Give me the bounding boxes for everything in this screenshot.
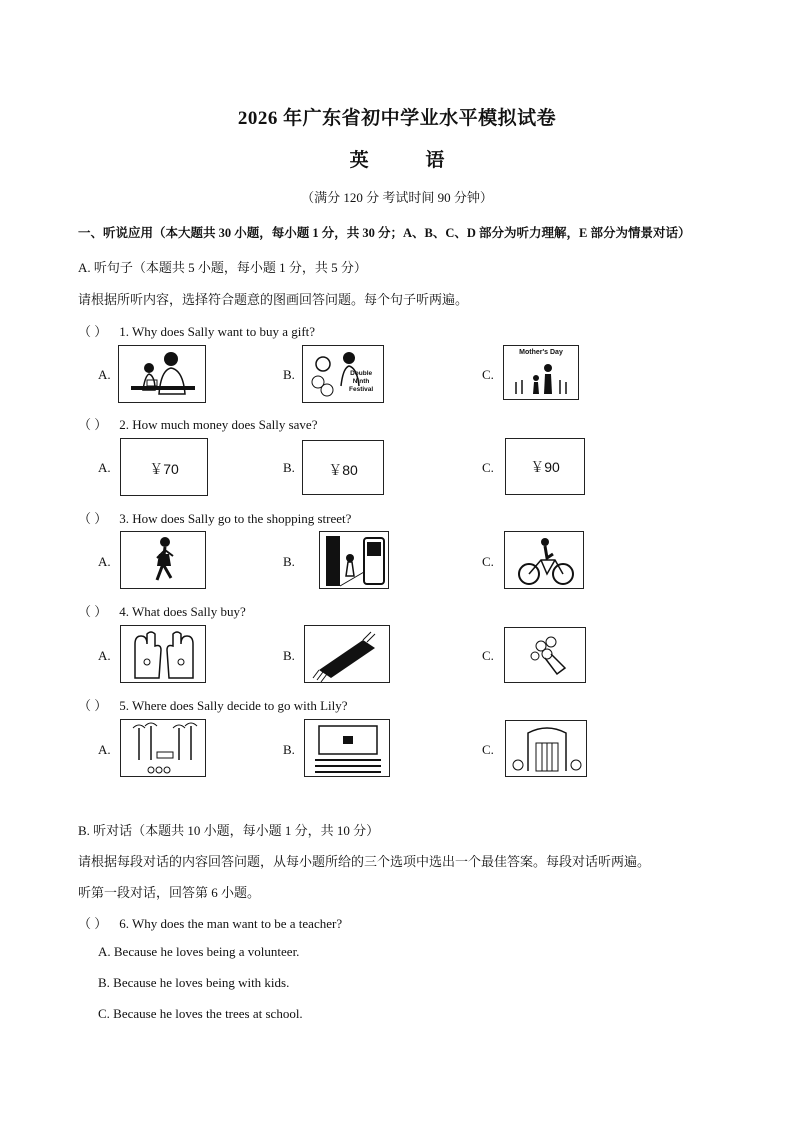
- festival-label: Double Ninth Festival: [349, 370, 374, 393]
- gloves-icon: [121, 626, 207, 684]
- question-3: [78, 508, 351, 527]
- answer-blank[interactable]: （ ）: [78, 511, 108, 526]
- option-label-b: B.: [283, 648, 295, 663]
- q3-option-c-image[interactable]: [504, 531, 584, 589]
- option-label-c: C.: [482, 460, 494, 475]
- mother-child-icon: [504, 346, 580, 401]
- q2-option-c-image[interactable]: [505, 438, 585, 495]
- option-label-c: C.: [482, 554, 494, 569]
- question-4: [78, 601, 246, 620]
- park-icon: [121, 720, 207, 778]
- subject-title: 英 语: [349, 150, 471, 171]
- exam-title: 2026 年广东省初中学业水平模拟试卷: [237, 108, 557, 129]
- walking-girl-icon: [121, 532, 207, 590]
- question-2: [78, 414, 317, 433]
- q4-option-c-image[interactable]: [504, 627, 586, 683]
- q6-option-a[interactable]: A. Because he loves being a volunteer.: [98, 944, 300, 959]
- question-1: [78, 321, 315, 340]
- option-label-c: C.: [482, 742, 494, 757]
- q1-option-b-image[interactable]: [302, 345, 384, 403]
- option-label-c: C.: [482, 648, 494, 663]
- bicycle-icon: [505, 532, 585, 590]
- q1-option-a-image[interactable]: [118, 345, 206, 403]
- price-80: ￥80: [328, 462, 358, 478]
- answer-blank[interactable]: （ ）: [78, 324, 108, 339]
- answer-blank[interactable]: （ ）: [78, 698, 108, 713]
- section-heading: 一、听说应用（本大题共 30 小题，每小题 1 分，共 30 分；A、B、C、D 部分为听力理解，E 部分为情景对话）: [78, 226, 691, 240]
- question-text: 2. How much money does Sally save?: [119, 417, 318, 432]
- zoo-gate-icon: [506, 721, 588, 778]
- option-label-c: C.: [482, 367, 494, 382]
- question-text: 5. Where does Sally decide to go with Lily?: [119, 698, 348, 713]
- option-label-b: B.: [283, 742, 295, 757]
- option-label-a: A.: [98, 554, 111, 569]
- q1-option-c-image[interactable]: [503, 345, 579, 400]
- q4-option-a-image[interactable]: [120, 625, 206, 683]
- answer-blank[interactable]: （ ）: [78, 604, 108, 619]
- question-text: 1. Why does Sally want to buy a gift?: [119, 324, 316, 339]
- option-label-a: A.: [98, 742, 111, 757]
- option-label-a: A.: [98, 460, 111, 475]
- question-text: 4. What does Sally buy?: [119, 604, 246, 619]
- bus-icon: [320, 532, 390, 590]
- cinema-icon: [305, 720, 391, 778]
- scarf-icon: [305, 626, 391, 684]
- q6-option-c[interactable]: C. Because he loves the trees at school.: [98, 1006, 303, 1021]
- q4-option-b-image[interactable]: [304, 625, 390, 683]
- option-label-a: A.: [98, 367, 111, 382]
- option-label-b: B.: [283, 460, 295, 475]
- answer-blank[interactable]: （ ）: [78, 916, 108, 931]
- q5-option-c-image[interactable]: [505, 720, 587, 777]
- q5-option-a-image[interactable]: [120, 719, 206, 777]
- q5-option-b-image[interactable]: [304, 719, 390, 777]
- part-b-instruction: 请根据每段对话的内容回答问题，从每小题所给的三个选项中选出一个最佳答案。每段对话听两遍。: [78, 854, 651, 869]
- q3-option-a-image[interactable]: [120, 531, 206, 589]
- price-70: ￥70: [149, 461, 179, 477]
- answer-blank[interactable]: （ ）: [78, 417, 108, 432]
- question-text: 6. Why does the man want to be a teacher?: [119, 916, 343, 931]
- question-6: [78, 913, 342, 932]
- mothers-day-label: Mother's Day: [519, 349, 563, 356]
- part-b-subheading: 听第一段对话，回答第 6 小题。: [78, 885, 261, 900]
- q2-option-b-image[interactable]: [302, 440, 384, 495]
- q6-option-b[interactable]: B. Because he loves being with kids.: [98, 975, 290, 990]
- price-90: ￥90: [530, 459, 560, 475]
- flowers-icon: [505, 628, 587, 684]
- option-label-a: A.: [98, 648, 111, 663]
- q2-option-a-image[interactable]: [120, 438, 208, 496]
- question-5: [78, 695, 348, 714]
- question-text: 3. How does Sally go to the shopping street?: [119, 511, 352, 526]
- part-a-heading: A. 听句子（本题共 5 小题，每小题 1 分，共 5 分）: [78, 260, 367, 275]
- exam-info: （满分 120 分 考试时间 90 分钟）: [301, 190, 493, 205]
- option-label-b: B.: [283, 554, 295, 569]
- option-label-b: B.: [283, 367, 295, 382]
- mother-daughter-icon: [119, 346, 207, 404]
- q3-option-b-image[interactable]: [319, 531, 389, 589]
- part-b-heading: B. 听对话（本题共 10 小题，每小题 1 分，共 10 分）: [78, 823, 380, 838]
- part-a-instruction: 请根据所听内容，选择符合题意的图画回答问题。每个句子听两遍。: [78, 292, 469, 307]
